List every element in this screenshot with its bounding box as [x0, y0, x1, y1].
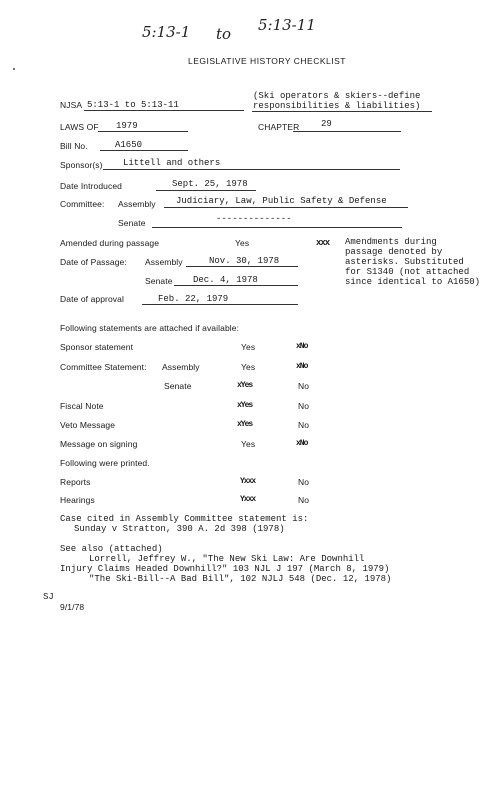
passage-senate-label: Senate — [145, 276, 173, 286]
sponsor-statement-no: xNo — [296, 342, 308, 351]
amend-note-line5: since identical to A1650) — [345, 277, 481, 287]
committee-statement-no: xNo — [296, 362, 308, 371]
committee-senate-underline — [152, 227, 402, 228]
laws-of-label: LAWS OF — [60, 122, 99, 132]
case-cited-line2: Sunday v Stratton, 390 A. 2d 398 (1978) — [74, 524, 285, 534]
fiscal-note-yes: xYes — [237, 401, 253, 410]
see-also-line1: Lorrell, Jeffrey W., "The New Ski Law: Are Downhill — [89, 554, 365, 564]
date-introduced-value: Sept. 25, 1978 — [172, 179, 248, 189]
fiscal-note-no: No — [298, 401, 310, 411]
see-also-heading: See also (attached) — [60, 544, 163, 554]
date-introduced-underline — [156, 190, 256, 191]
hearings-no: No — [298, 495, 310, 505]
speck-mark — [13, 68, 15, 70]
handwritten-from: 5:13-1 — [142, 23, 191, 41]
passage-senate-underline — [174, 285, 298, 286]
passage-assembly-label: Assembly — [145, 257, 183, 267]
case-cited-line1: Case cited in Assembly Committee statement is: — [60, 514, 309, 524]
bill-no-value: A1650 — [115, 140, 143, 150]
amend-note-line4: for S1340 (not attached — [345, 267, 470, 277]
laws-of-value: 1979 — [116, 121, 138, 131]
sponsors-label: Sponsor(s) — [60, 160, 103, 170]
amended-yes: Yes — [235, 238, 250, 248]
sponsor-statement-yes: Yes — [241, 342, 256, 352]
reports-no: No — [298, 477, 310, 487]
reports-label: Reports — [60, 477, 91, 487]
amended-label: Amended during passage — [60, 238, 160, 248]
chapter-value: 29 — [321, 119, 332, 129]
see-also-line2: Injury Claims Headed Downhill?" 103 NJL J 197 (March 8, 1979) — [60, 564, 390, 574]
signing-message-no: xNo — [296, 439, 308, 448]
veto-message-no: No — [298, 420, 310, 430]
amend-note-line1: Amendments during — [345, 237, 437, 247]
njsa-subject-underline — [252, 111, 432, 112]
chapter-underline — [293, 131, 401, 132]
bill-no-underline — [100, 150, 188, 151]
chapter-label: CHAPTER — [258, 122, 300, 132]
sponsors-value: Littell and others — [123, 158, 221, 168]
signing-message-yes: Yes — [241, 439, 256, 449]
amend-note-line2: passage denoted by — [345, 247, 443, 257]
handwritten-to: 5:13-11 — [258, 16, 316, 34]
senate-statement-no: No — [298, 381, 310, 391]
laws-of-underline — [98, 131, 188, 132]
amended-no-struck: xxx — [316, 238, 330, 248]
footer-initials: SJ — [43, 592, 54, 602]
footer-date: 9/1/78 — [60, 602, 85, 612]
hearings-label: Hearings — [60, 495, 95, 505]
veto-message-label: Veto Message — [60, 420, 116, 430]
committee-assembly-label: Assembly — [118, 199, 156, 209]
reports-yes: Yxxx — [240, 477, 256, 486]
approval-underline — [142, 304, 298, 305]
committee-statement-yes: Yes — [241, 362, 256, 372]
date-introduced-label: Date Introduced — [60, 181, 122, 191]
bill-no-label: Bill No. — [60, 141, 88, 151]
see-also-line3: "The Ski-Bill--A Bad Bill", 102 NJLJ 548 (Dec. 12, 1978) — [89, 574, 392, 584]
committee-senate-label: Senate — [118, 218, 146, 228]
njsa-underline — [84, 110, 244, 111]
committee-assembly-value: Judiciary, Law, Public Safety & Defense — [176, 196, 387, 206]
approval-value: Feb. 22, 1979 — [158, 294, 229, 304]
sponsors-underline — [103, 169, 400, 170]
hearings-yes: Yxxx — [240, 495, 256, 504]
handwritten-to-word: to — [216, 25, 232, 43]
committee-label: Committee: — [60, 199, 105, 209]
passage-senate-value: Dec. 4, 1978 — [193, 275, 258, 285]
committee-statement-sub: Assembly — [162, 362, 200, 372]
senate-statement-yes: xYes — [237, 381, 253, 390]
njsa-value: 5:13-1 to 5:13-11 — [87, 100, 179, 110]
amend-note-line3: asterisks. Substituted — [345, 257, 464, 267]
approval-label: Date of approval — [60, 294, 124, 304]
committee-senate-value: -------------- — [216, 214, 292, 224]
following-attached-heading: Following statements are attached if available: — [60, 323, 240, 333]
njsa-subject-line1: (Ski operators & skiers--define — [253, 91, 421, 101]
following-printed-heading: Following were printed. — [60, 458, 150, 468]
page-title: LEGISLATIVE HISTORY CHECKLIST — [188, 56, 346, 66]
signing-message-label: Message on signing — [60, 439, 138, 449]
njsa-label: NJSA — [60, 100, 83, 110]
passage-assembly-value: Nov. 30, 1978 — [209, 256, 280, 266]
passage-assembly-underline — [186, 266, 298, 267]
passage-label: Date of Passage: — [60, 257, 127, 267]
committee-assembly-underline — [164, 207, 408, 208]
sponsor-statement-label: Sponsor statement — [60, 342, 134, 352]
senate-statement-label: Senate — [164, 381, 192, 391]
veto-message-yes: xYes — [237, 420, 253, 429]
fiscal-note-label: Fiscal Note — [60, 401, 104, 411]
njsa-subject-line2: responsibilities & liabilities) — [253, 101, 421, 111]
committee-statement-label: Committee Statement: — [60, 362, 147, 372]
